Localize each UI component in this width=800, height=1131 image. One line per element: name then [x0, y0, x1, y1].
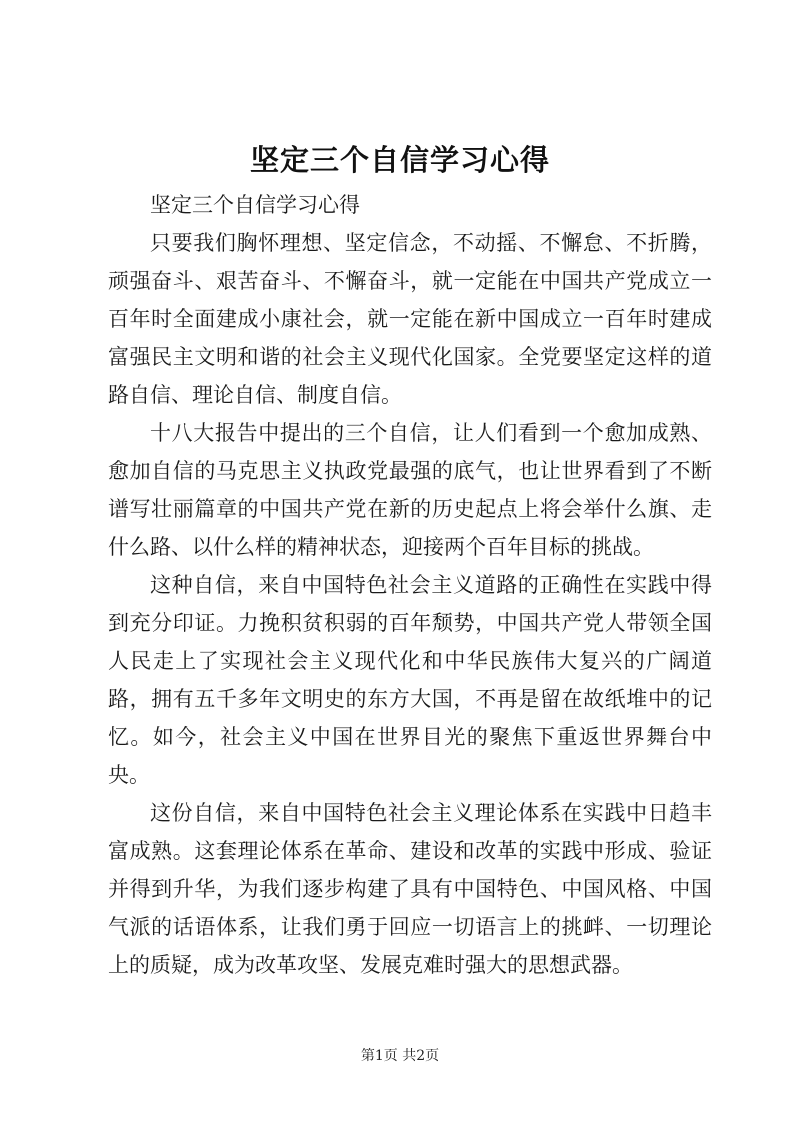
paragraph-1: 只要我们胸怀理想、坚定信念，不动摇、不懈怠、不折腾，顽强奋斗、艰苦奋斗、不懈奋斗，就一定能在中国共产党成立一百年时全面建成小康社会，就一定能在新中国成立一百年时建成富强民主文明和谐的社会主义现代化国家。全党要坚定这样的道路自信、理论自信、制度自信。 — [108, 231, 712, 407]
paragraph-2: 十八大报告中提出的三个自信，让人们看到一个愈加成熟、愈加自信的马克思主义执政党最强的底气，也让世界看到了不断谱写壮丽篇章的中国共产党在新的历史起点上将会举什么旗、走什么路、以什么样的精神状态，迎接两个百年目标的挑战。 — [108, 421, 712, 559]
document-title: 坚定三个自信学习心得 — [249, 143, 550, 177]
document-body — [108, 186, 712, 984]
page-footer: 第1页 共2页 — [360, 1048, 440, 1064]
paragraph-4: 这份自信，来自中国特色社会主义理论体系在实践中日趋丰富成熟。这套理论体系在革命、建设和改革的实践中形成、验证并得到升华，为我们逐步构建了具有中国特色、中国风格、中国气派的话语体系，让我们勇于回应一切语言上的挑衅、一切理论上的质疑，成为改革攻坚、发展克难时强大的思想武器。 — [108, 801, 712, 977]
document-subtitle: 坚定三个自信学习心得 — [150, 193, 360, 217]
paragraph-3: 这种自信，来自中国特色社会主义道路的正确性在实践中得到充分印证。力挽积贫积弱的百年颓势，中国共产党人带领全国人民走上了实现社会主义现代化和中华民族伟大复兴的广阔道路，拥有五千多年文明史的东方大国，不再是留在故纸堆中的记忆。如今，社会主义中国在世界目光的聚焦下重返世界舞台中央。 — [108, 573, 712, 787]
